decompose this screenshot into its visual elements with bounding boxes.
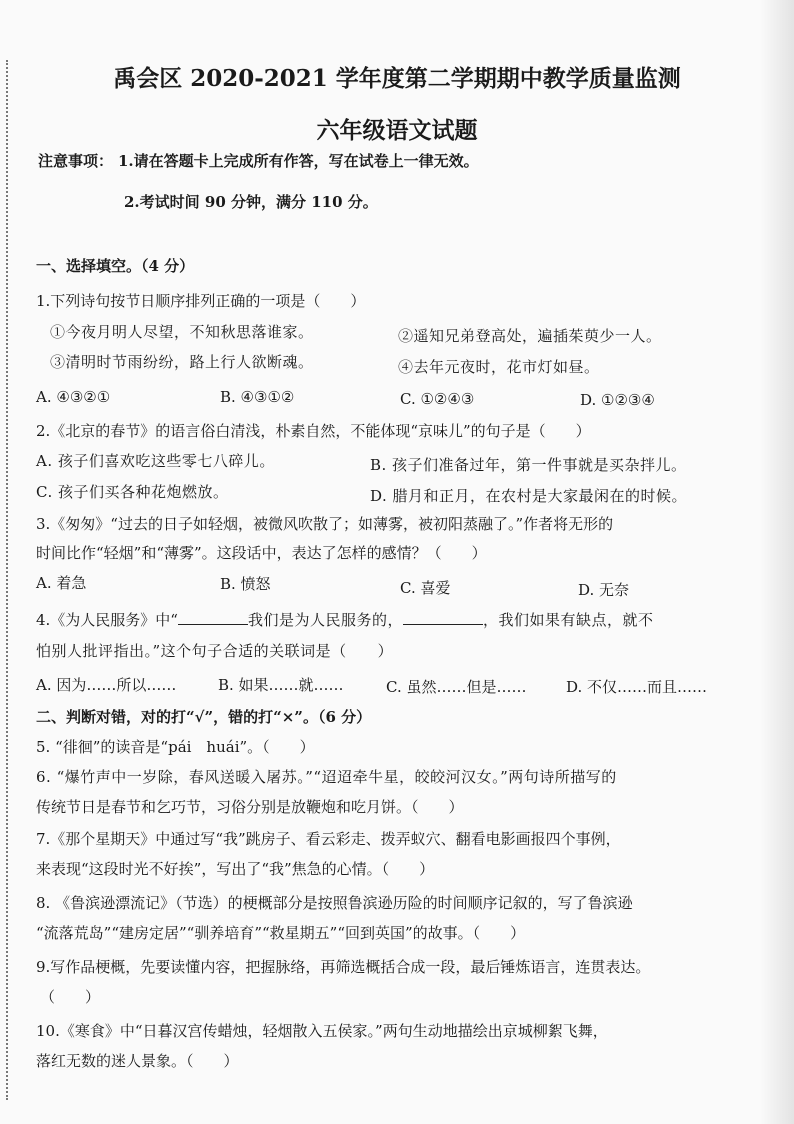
q8-text-line-1: 8. 《鲁滨逊漂流记》（节选）的梗概部分是按照鲁滨逊历险的时间顺序记叙的，写了鲁滨逊 bbox=[36, 894, 633, 912]
q9-text-line-1: 9.写作品梗概，先要读懂内容，把握脉络，再筛选概括合成一段，最后锤炼语言，连贯表达。 bbox=[36, 958, 651, 976]
section-1-heading: 一、选择填空。（4 分） bbox=[36, 257, 195, 275]
exam-title: 禹会区 2020-2021 学年度第二学期期中教学质量监测 bbox=[113, 65, 681, 92]
q10-text-line-2: 落红无数的迷人景象。（ ） bbox=[36, 1052, 239, 1070]
q3-option-c: C. 喜爱 bbox=[400, 579, 451, 597]
q10-text-line-1: 10.《寒食》中“日暮汉宫传蜡烛，轻烟散入五侯家。”两句生动地描绘出京城柳絮飞舞， bbox=[36, 1022, 608, 1040]
q4-option-b: B. 如果……就…… bbox=[218, 676, 344, 694]
q6-text-line-1: 6. “爆竹声中一岁除，春风送暖入屠苏。”“迢迢牵牛星，皎皎河汉女。”两句诗所描写的 bbox=[36, 768, 617, 786]
q4-option-d: D. 不仅……而且…… bbox=[566, 678, 708, 696]
q2-option-b: B. 孩子们准备过年，第一件事就是买杂拌儿。 bbox=[370, 456, 687, 474]
q2-stem: 2.《北京的春节》的语言俗白清浅，朴素自然，不能体现“京味儿”的句子是（ ） bbox=[36, 422, 591, 440]
q9-text-line-2: （ ） bbox=[40, 988, 101, 1006]
q4-stem-line-2: 怕别人批评指出。”这个句子合适的关联词是（ ） bbox=[36, 642, 394, 660]
binding-margin-dotted-line bbox=[6, 60, 8, 1100]
q3-option-d: D. 无奈 bbox=[578, 581, 630, 599]
notice-item-1: 1.请在答题卡上完成所有作答，写在试卷上一律无效。 bbox=[118, 152, 479, 170]
q1-poem-1: ①今夜月明人尽望，不知秋思落谁家。 bbox=[50, 323, 314, 341]
q1-poem-3: ③清明时节雨纷纷，路上行人欲断魂。 bbox=[50, 353, 314, 371]
q4-stem-part-2: 我们是为人民服务的， bbox=[247, 611, 403, 629]
q3-option-a: A. 着急 bbox=[36, 574, 87, 592]
q1-poem-2: ②遥知兄弟登高处，遍插茱萸少一人。 bbox=[398, 327, 662, 345]
q7-text-line-2: 来表现“这段时光不好挨”，写出了“我”焦急的心情。（ ） bbox=[36, 860, 435, 878]
q4-stem-part-3: ，我们如果有缺点，就不 bbox=[483, 611, 654, 629]
page-edge-shadow bbox=[760, 0, 794, 1124]
q1-stem: 1.下列诗句按节日顺序排列正确的一项是（ ） bbox=[36, 292, 366, 310]
q1-option-a: A. ④③②① bbox=[36, 388, 111, 406]
q2-option-a: A. 孩子们喜欢吃这些零七八碎儿。 bbox=[36, 452, 275, 470]
q1-option-c: C. ①②④③ bbox=[400, 390, 475, 408]
notice-label: 注意事项： bbox=[38, 152, 114, 170]
q2-option-c: C. 孩子们买各种花炮燃放。 bbox=[36, 483, 229, 501]
q3-stem-line-1: 3.《匆匆》“过去的日子如轻烟，被微风吹散了；如薄雾，被初阳蒸融了。”作者将无形的 bbox=[36, 515, 614, 533]
q4-blank-2 bbox=[403, 610, 483, 625]
q4-option-a: A. 因为……所以…… bbox=[36, 676, 177, 694]
q4-option-c: C. 虽然……但是…… bbox=[386, 678, 527, 696]
section-2-heading: 二、判断对错，对的打“√”，错的打“×”。（6 分） bbox=[36, 708, 372, 726]
exam-subtitle: 六年级语文试题 bbox=[316, 117, 478, 144]
q1-option-b: B. ④③①② bbox=[220, 388, 295, 406]
q2-option-d: D. 腊月和正月，在农村是大家最闲在的时候。 bbox=[370, 487, 688, 505]
notice-item-2: 2.考试时间 90 分钟，满分 110 分。 bbox=[124, 193, 378, 211]
q4-blank-1 bbox=[178, 610, 248, 625]
q4-stem-part-1: 4.《为人民服务》中“ bbox=[36, 611, 178, 629]
q1-option-d: D. ①②③④ bbox=[580, 391, 655, 409]
q8-text-line-2: “流落荒岛”“建房定居”“驯养培育”“救星期五”“回到英国”的故事。（ ） bbox=[36, 924, 526, 942]
q1-poem-4: ④去年元夜时，花市灯如昼。 bbox=[398, 358, 600, 376]
q3-stem-line-2: 时间比作“轻烟”和“薄雾”。这段话中，表达了怎样的感情？（ ） bbox=[36, 544, 487, 562]
q5-text: 5. “徘徊”的读音是“pái huái”。（ ） bbox=[36, 738, 315, 756]
q3-option-b: B. 愤怒 bbox=[220, 575, 271, 593]
q7-text-line-1: 7.《那个星期天》中通过写“我”跳房子、看云彩走、拨弄蚁穴、翻看电影画报四个事例， bbox=[36, 830, 621, 848]
q4-stem-line-1 bbox=[36, 610, 654, 630]
q6-text-line-2: 传统节日是春节和乞巧节，习俗分别是放鞭炮和吃月饼。（ ） bbox=[36, 798, 464, 816]
